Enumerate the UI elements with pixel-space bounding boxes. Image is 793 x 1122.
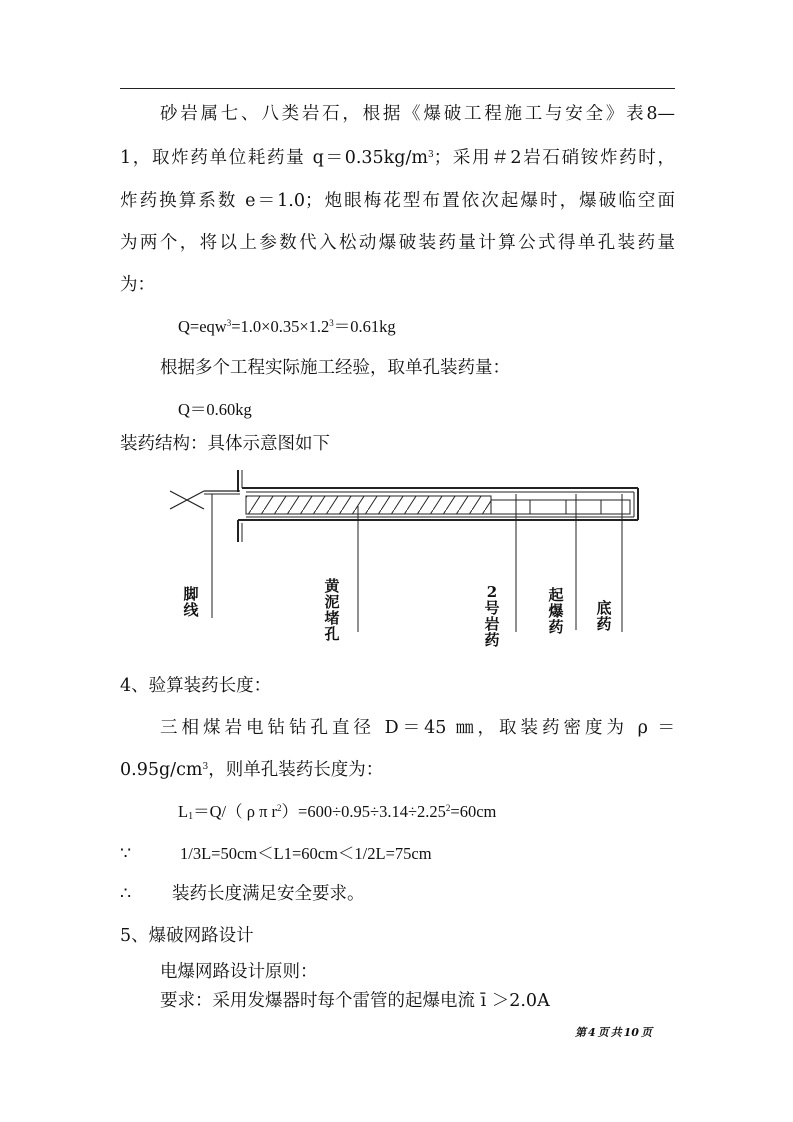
header-rule (120, 88, 675, 89)
formula-length: $L_1=Q/$（ ρ π $r^2)=600\div 0.95\div 3.14\div 2.25^2=60cm$ (178, 802, 497, 822)
cartridge-primer (566, 500, 601, 514)
section4-heading: 4、验算装药长度： (120, 676, 272, 696)
label-primer: 起 爆 药 (548, 586, 564, 636)
para2: 根据多个工程实际施工经验，取单孔装药量： (160, 358, 510, 378)
cartridge-bottom (601, 500, 630, 514)
therefore-text: 装药长度满足安全要求。 (172, 884, 365, 904)
section5-principle: 电爆网路设计原则： (160, 962, 318, 982)
formula-charge-value: Q＝0.60kg (178, 400, 252, 419)
page-footer: 第 4 页 共 10 页 (575, 1026, 652, 1039)
label-bottom-charge: 底 药 (596, 599, 612, 633)
therefore-symbol: ∴ (120, 884, 132, 904)
because-text: 1/3L=50cm＜L1=60cm＜1/2L=75cm (180, 844, 432, 863)
label-wire: 脚 线 (183, 585, 199, 619)
section5-heading: 5、爆破网路设计 (120, 926, 254, 946)
formula-charge: $Q=eqw^3=1.0\times 0.35\times 1.2^3=0.61kg$ (178, 317, 396, 336)
section4-line2: $0.95g/cm^3$，则单孔装药长度为： (120, 760, 384, 780)
section5-requirement: 要求：采用发爆器时每个雷管的起爆电流 ī ＞2.0A (160, 991, 550, 1011)
para1-line5: 为： (120, 275, 155, 295)
para1-line1: 砂岩属七、八类岩石，根据《爆破工程施工与安全》表8— (160, 104, 675, 124)
clay-stemming (246, 496, 491, 514)
para1-line4: 为两个，将以上参数代入松动爆破装药量计算公式得单孔装药量 (120, 233, 675, 253)
charge-structure-diagram (160, 470, 650, 660)
para1-line3: 炸药换算系数 e＝1.0；炮眼梅花型布置依次起爆时，爆破临空面 (120, 191, 675, 211)
section4-line1: 三相煤岩电钻钻孔直径 D＝45 ㎜，取装药密度为 ρ ＝ (160, 718, 675, 738)
cartridge-rock-explosive (491, 500, 530, 514)
cartridge-rock-explosive (530, 500, 566, 514)
structure-caption: 装药结构：具体示意图如下 (120, 434, 330, 454)
para1-line2: 1，取炸药单位耗药量 $q=0.35kg/m^3$；采用＃2岩石硝铵炸药时， (120, 148, 675, 168)
label-rock-explosive: 2 号 岩 药 (484, 583, 500, 649)
label-clay-stemming: 黄 泥 堵 孔 (324, 577, 340, 643)
because-symbol: ∵ (120, 844, 132, 864)
